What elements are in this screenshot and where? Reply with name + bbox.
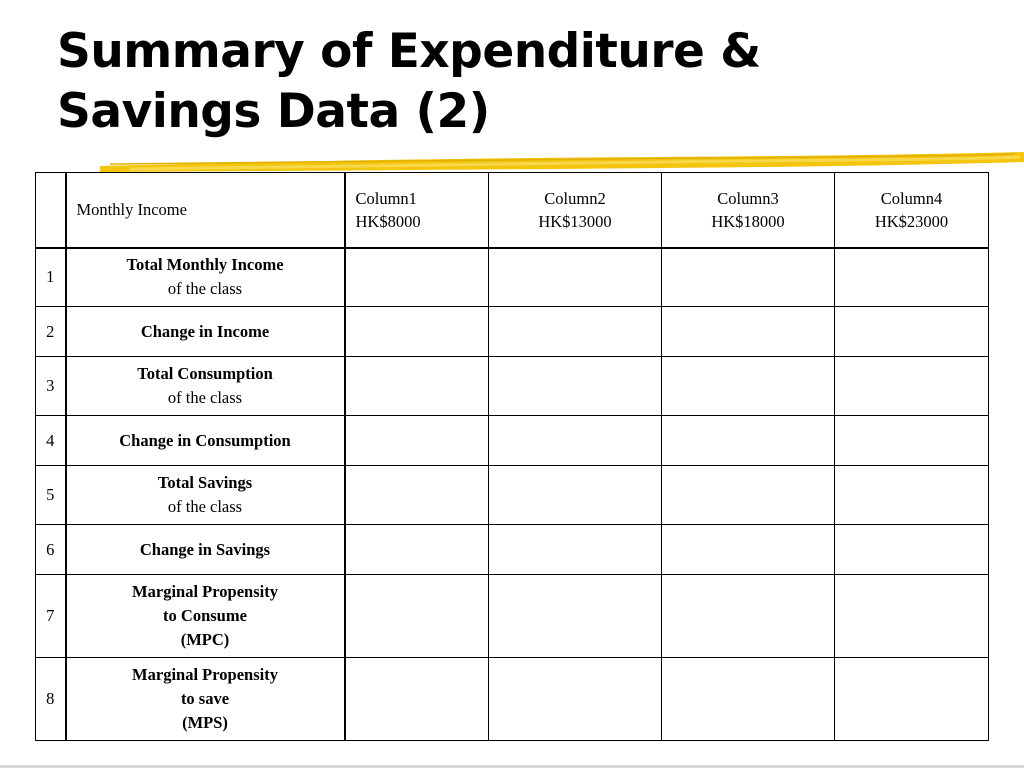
row-label-bold: to save bbox=[180, 689, 230, 708]
header-column-1-value: HK$8000 bbox=[355, 212, 421, 231]
table-cell bbox=[345, 357, 489, 416]
table-cell bbox=[489, 416, 662, 466]
row-label bbox=[66, 466, 345, 525]
row-number: 6 bbox=[36, 525, 66, 575]
table-cell bbox=[835, 416, 989, 466]
row-label bbox=[66, 357, 345, 416]
table-cell bbox=[835, 357, 989, 416]
table-cell bbox=[345, 658, 489, 741]
row-label-bold: Total Consumption bbox=[137, 364, 273, 383]
header-column-2-name: Column2 bbox=[544, 189, 606, 208]
header-monthly-income: Monthly Income bbox=[66, 173, 345, 248]
row-label bbox=[66, 525, 345, 575]
header-column-3-value: HK$18000 bbox=[711, 212, 785, 231]
table-cell bbox=[662, 575, 835, 658]
header-column-3 bbox=[662, 173, 835, 248]
table-cell bbox=[489, 658, 662, 741]
table-row bbox=[36, 307, 989, 357]
expenditure-savings-table bbox=[35, 172, 989, 741]
row-label-bold: Total Monthly Income bbox=[126, 255, 284, 275]
header-column-4-name: Column4 bbox=[880, 189, 943, 208]
table-row bbox=[36, 357, 989, 416]
table-cell bbox=[662, 466, 835, 525]
header-column-3-name: Column3 bbox=[717, 189, 779, 208]
row-number: 1 bbox=[36, 248, 66, 307]
table-header-row bbox=[36, 173, 989, 248]
row-label bbox=[66, 658, 345, 741]
row-label bbox=[66, 248, 345, 307]
row-label-bold: (MPS) bbox=[182, 713, 228, 732]
table-cell bbox=[662, 416, 835, 466]
table-cell bbox=[662, 248, 835, 307]
table-cell bbox=[835, 248, 989, 307]
table-cell bbox=[489, 525, 662, 575]
table-cell bbox=[835, 658, 989, 741]
header-corner-cell bbox=[36, 173, 66, 248]
row-label-bold: Change in Consumption bbox=[119, 430, 291, 450]
table-cell bbox=[835, 525, 989, 575]
row-label-bold: Change in Savings bbox=[139, 539, 271, 559]
table-cell bbox=[662, 357, 835, 416]
table-cell bbox=[345, 525, 489, 575]
row-label-plain: of the class bbox=[167, 497, 243, 516]
table-cell bbox=[345, 466, 489, 525]
table-row bbox=[36, 416, 989, 466]
row-label-plain: of the class bbox=[167, 388, 243, 407]
table-cell bbox=[345, 575, 489, 658]
table-cell bbox=[345, 416, 489, 466]
row-label-bold: (MPC) bbox=[180, 630, 230, 649]
table-cell bbox=[662, 658, 835, 741]
table-cell bbox=[489, 307, 662, 357]
row-number: 2 bbox=[36, 307, 66, 357]
table-cell bbox=[345, 248, 489, 307]
row-label-bold: Change in Income bbox=[140, 321, 270, 341]
table-cell bbox=[489, 466, 662, 525]
row-number: 5 bbox=[36, 466, 66, 525]
header-column-2-value: HK$13000 bbox=[538, 212, 612, 231]
slide-title bbox=[57, 22, 957, 142]
row-number: 7 bbox=[36, 575, 66, 658]
table-cell bbox=[662, 525, 835, 575]
row-label-plain: of the class bbox=[167, 279, 243, 299]
slide-title-line-2: Savings Data (2) bbox=[57, 84, 490, 139]
row-label-bold: to Consume bbox=[163, 606, 247, 625]
table-row bbox=[36, 658, 989, 741]
header-column-4 bbox=[835, 173, 989, 248]
table-cell bbox=[489, 248, 662, 307]
table-cell bbox=[345, 307, 489, 357]
table-row bbox=[36, 248, 989, 307]
row-label bbox=[66, 575, 345, 658]
table-cell bbox=[835, 575, 989, 658]
table-cell bbox=[489, 357, 662, 416]
row-label bbox=[66, 416, 345, 466]
header-column-4-value: HK$23000 bbox=[874, 212, 949, 231]
table-cell bbox=[835, 307, 989, 357]
header-column-1-name: Column1 bbox=[355, 189, 417, 208]
row-label-bold: Total Savings bbox=[157, 473, 253, 492]
slide-title-line-1: Summary of Expenditure & bbox=[57, 24, 761, 79]
header-column-1 bbox=[345, 173, 489, 248]
table-cell bbox=[489, 575, 662, 658]
table-cell bbox=[835, 466, 989, 525]
row-label bbox=[66, 307, 345, 357]
header-column-2 bbox=[489, 173, 662, 248]
row-label-bold: Marginal Propensity bbox=[132, 665, 278, 684]
row-number: 8 bbox=[36, 658, 66, 741]
table-cell bbox=[662, 307, 835, 357]
table-row bbox=[36, 525, 989, 575]
row-number: 3 bbox=[36, 357, 66, 416]
table-row bbox=[36, 575, 989, 658]
table-row bbox=[36, 466, 989, 525]
row-label-bold: Marginal Propensity bbox=[132, 582, 278, 601]
row-number: 4 bbox=[36, 416, 66, 466]
